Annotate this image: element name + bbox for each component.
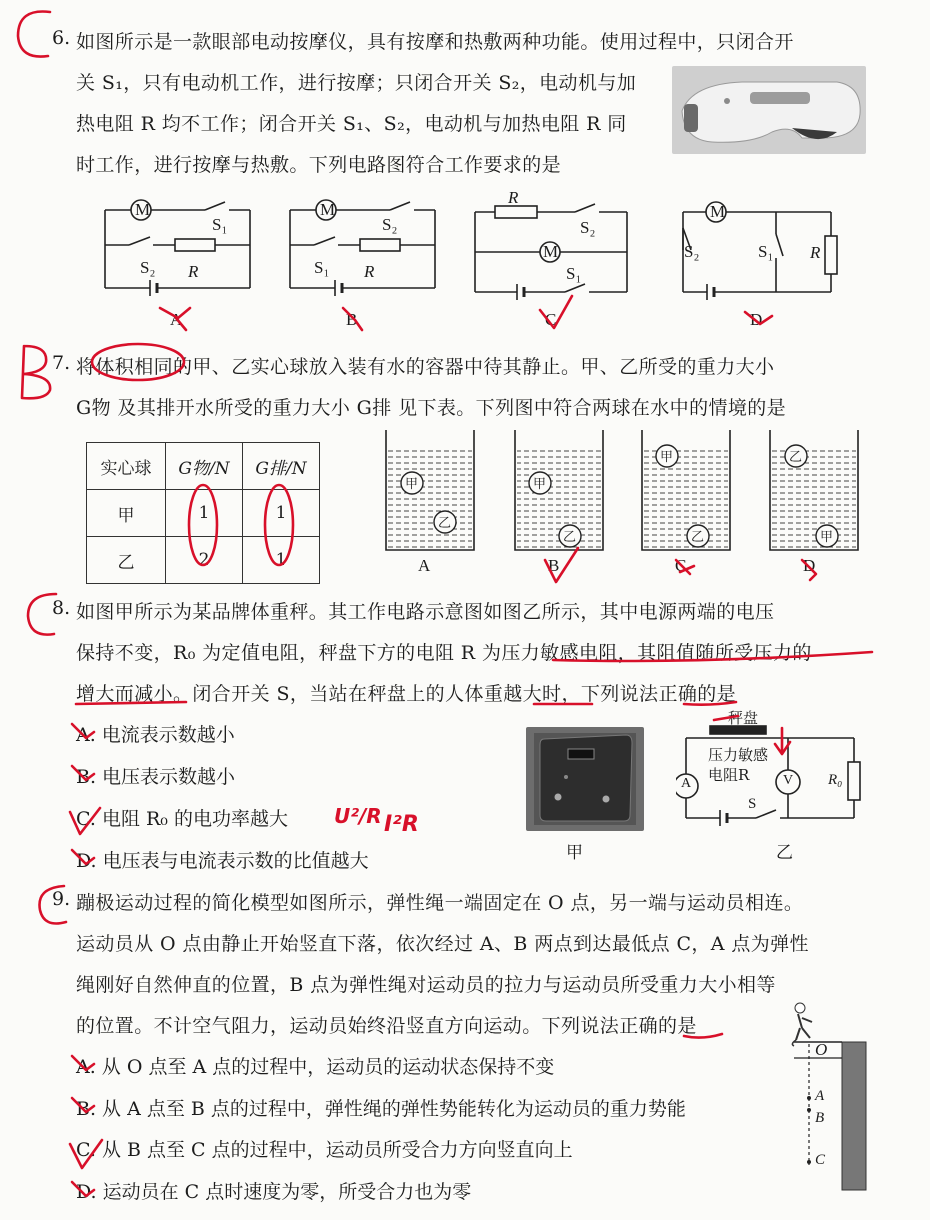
q6-number: 6. (52, 27, 71, 49)
table-header: G排/N (243, 443, 320, 490)
circuit-caption-d: D (750, 310, 763, 329)
point-a: A (815, 1088, 825, 1104)
table-cell: 乙 (87, 537, 166, 584)
table-cell: 1 (243, 537, 320, 584)
q8-option-a: A. 电流表示数越小 (76, 724, 235, 746)
container-caption-a: A (418, 556, 431, 575)
ball-jia-a: 甲 (405, 476, 419, 491)
ball-yi-c: 乙 (691, 529, 705, 544)
q8-option-b: B. 电压表示数越小 (76, 766, 236, 788)
q8-option-c: C. 电阻 R₀ 的电功率越大 (76, 808, 288, 830)
circuit-caption-b: B (346, 310, 358, 329)
container-caption-c: C (675, 556, 687, 575)
motor-label-c: M (543, 242, 559, 261)
ball-jia-c: 甲 (660, 449, 674, 464)
q9-option-b: B. 从 A 点至 B 点的过程中，弹性绳的弹性势能转化为运动员的重力势能 (76, 1098, 686, 1120)
q6-line-2: 关 S₁，只有电动机工作，进行按摩；只闭合开关 S₂，电动机与加 (76, 72, 637, 94)
point-b: B (815, 1110, 825, 1126)
point-c: C (815, 1152, 826, 1168)
q8-line-2: 保持不变，R₀ 为定值电阻，秤盘下方的电阻 R 为压力敏感电阻，其阻值随所受压力的 (76, 642, 812, 664)
switch-label-b-top: S₂ (382, 215, 398, 234)
table-cell: 2 (166, 537, 243, 584)
container-caption-b: B (548, 556, 560, 575)
switch-label-c-top: S₂ (580, 218, 596, 237)
switch-label-d-mid: S₁ (758, 242, 774, 261)
table-cell: 甲 (87, 490, 166, 537)
table-cell: 1 (166, 490, 243, 537)
q9-option-c: C. 从 B 点至 C 点的过程中，运动员所受合力方向竖直向上 (76, 1139, 573, 1161)
q6-line-4: 时工作，进行按摩与热敷。下列电路图符合工作要求的是 (76, 154, 562, 176)
q8-line-3: 增大而减小。闭合开关 S，当站在秤盘上的人体重越大时，下列说法正确的是 (76, 683, 737, 705)
switch-label-b-bottom: S₁ (314, 258, 330, 277)
q6-line-1: 如图所示是一款眼部电动按摩仪，具有按摩和热敷两种功能。使用过程中，只闭合开 (76, 31, 794, 53)
resistor-label-d: R (810, 243, 821, 262)
ball-jia-d: 甲 (820, 529, 834, 544)
fig-caption-yi: 乙 (776, 843, 793, 863)
table-cell: 1 (243, 490, 320, 537)
q9-option-d: D. 运动员在 C 点时速度为零，所受合力也为零 (76, 1181, 472, 1203)
q9-line-4: 的位置。不计空气阻力，运动员始终沿竖直方向运动。下列说法正确的是 (76, 1015, 697, 1037)
q7-line-1: 将体积相同的甲、乙实心球放入装有水的容器中待其静止。甲、乙所受的重力大小 (76, 356, 775, 378)
ammeter-label: A (681, 776, 692, 791)
table-header: 实心球 (87, 443, 166, 490)
formula-i2r: I²R (384, 812, 419, 837)
q9-line-2: 运动员从 O 点由静止开始竖直下落，依次经过 A、B 两点到达最低点 C，A 点为弹性 (76, 933, 809, 955)
table-header: G物/N (166, 443, 243, 490)
formula-u2r: U²/R (334, 804, 382, 828)
sensor-label-2: 电阻R (708, 766, 750, 784)
switch-label-a-bottom: S₂ (140, 258, 156, 277)
q9-line-3: 绳刚好自然伸直的位置，B 点为弹性绳对运动员的拉力与运动员所受重力大小相等 (76, 974, 776, 996)
circuit-caption-c: C (545, 310, 557, 329)
r0-label: R₀ (828, 772, 843, 788)
ball-jia-b: 甲 (533, 476, 547, 491)
circuit-caption-a: A (170, 310, 183, 329)
q6-line-3: 热电阻 R 均不工作；闭合开关 S₁、S₂，电动机与加热电阻 R 同 (76, 113, 627, 135)
voltmeter-label: V (783, 773, 794, 788)
q9-option-a: A. 从 O 点至 A 点的过程中，运动员的运动状态保持不变 (76, 1056, 555, 1078)
resistor-label-a: R (188, 262, 199, 281)
motor-label-a: M (135, 200, 151, 219)
pan-label: 秤盘 (728, 709, 759, 727)
switch-label-a-top: S₁ (212, 215, 228, 234)
q8-option-d: D. 电压表与电流表示数的比值越大 (76, 850, 369, 872)
sensor-label-1: 压力敏感 (708, 746, 769, 764)
q7-number: 7. (52, 352, 71, 374)
point-o: O (815, 1040, 828, 1059)
switch-label-c-bottom: S₁ (566, 264, 582, 283)
q8-number: 8. (52, 597, 71, 619)
resistor-label-b: R (364, 262, 375, 281)
container-caption-d: D (803, 556, 816, 575)
ball-yi-b: 乙 (563, 529, 577, 544)
fig-caption-jia: 甲 (566, 843, 583, 863)
ball-yi-a: 乙 (438, 515, 452, 530)
q7-line-2: G物 及其排开水所受的重力大小 G排 见下表。下列图中符合两球在水中的情境的是 (76, 397, 787, 419)
q9-line-1: 蹦极运动过程的简化模型如图所示，弹性绳一端固定在 O 点，另一端与运动员相连。 (76, 892, 804, 914)
motor-label-d: M (710, 202, 726, 221)
switch-s-label: S (748, 796, 757, 812)
resistor-label-c: R (508, 188, 519, 207)
motor-label-b: M (320, 200, 336, 219)
switch-label-d-left: S₂ (684, 242, 700, 261)
ball-yi-d: 乙 (789, 449, 803, 464)
q8-line-1: 如图甲所示为某品牌体重秤。其工作电路示意图如图乙所示，其中电源两端的电压 (76, 601, 775, 623)
q9-number: 9. (52, 888, 71, 910)
